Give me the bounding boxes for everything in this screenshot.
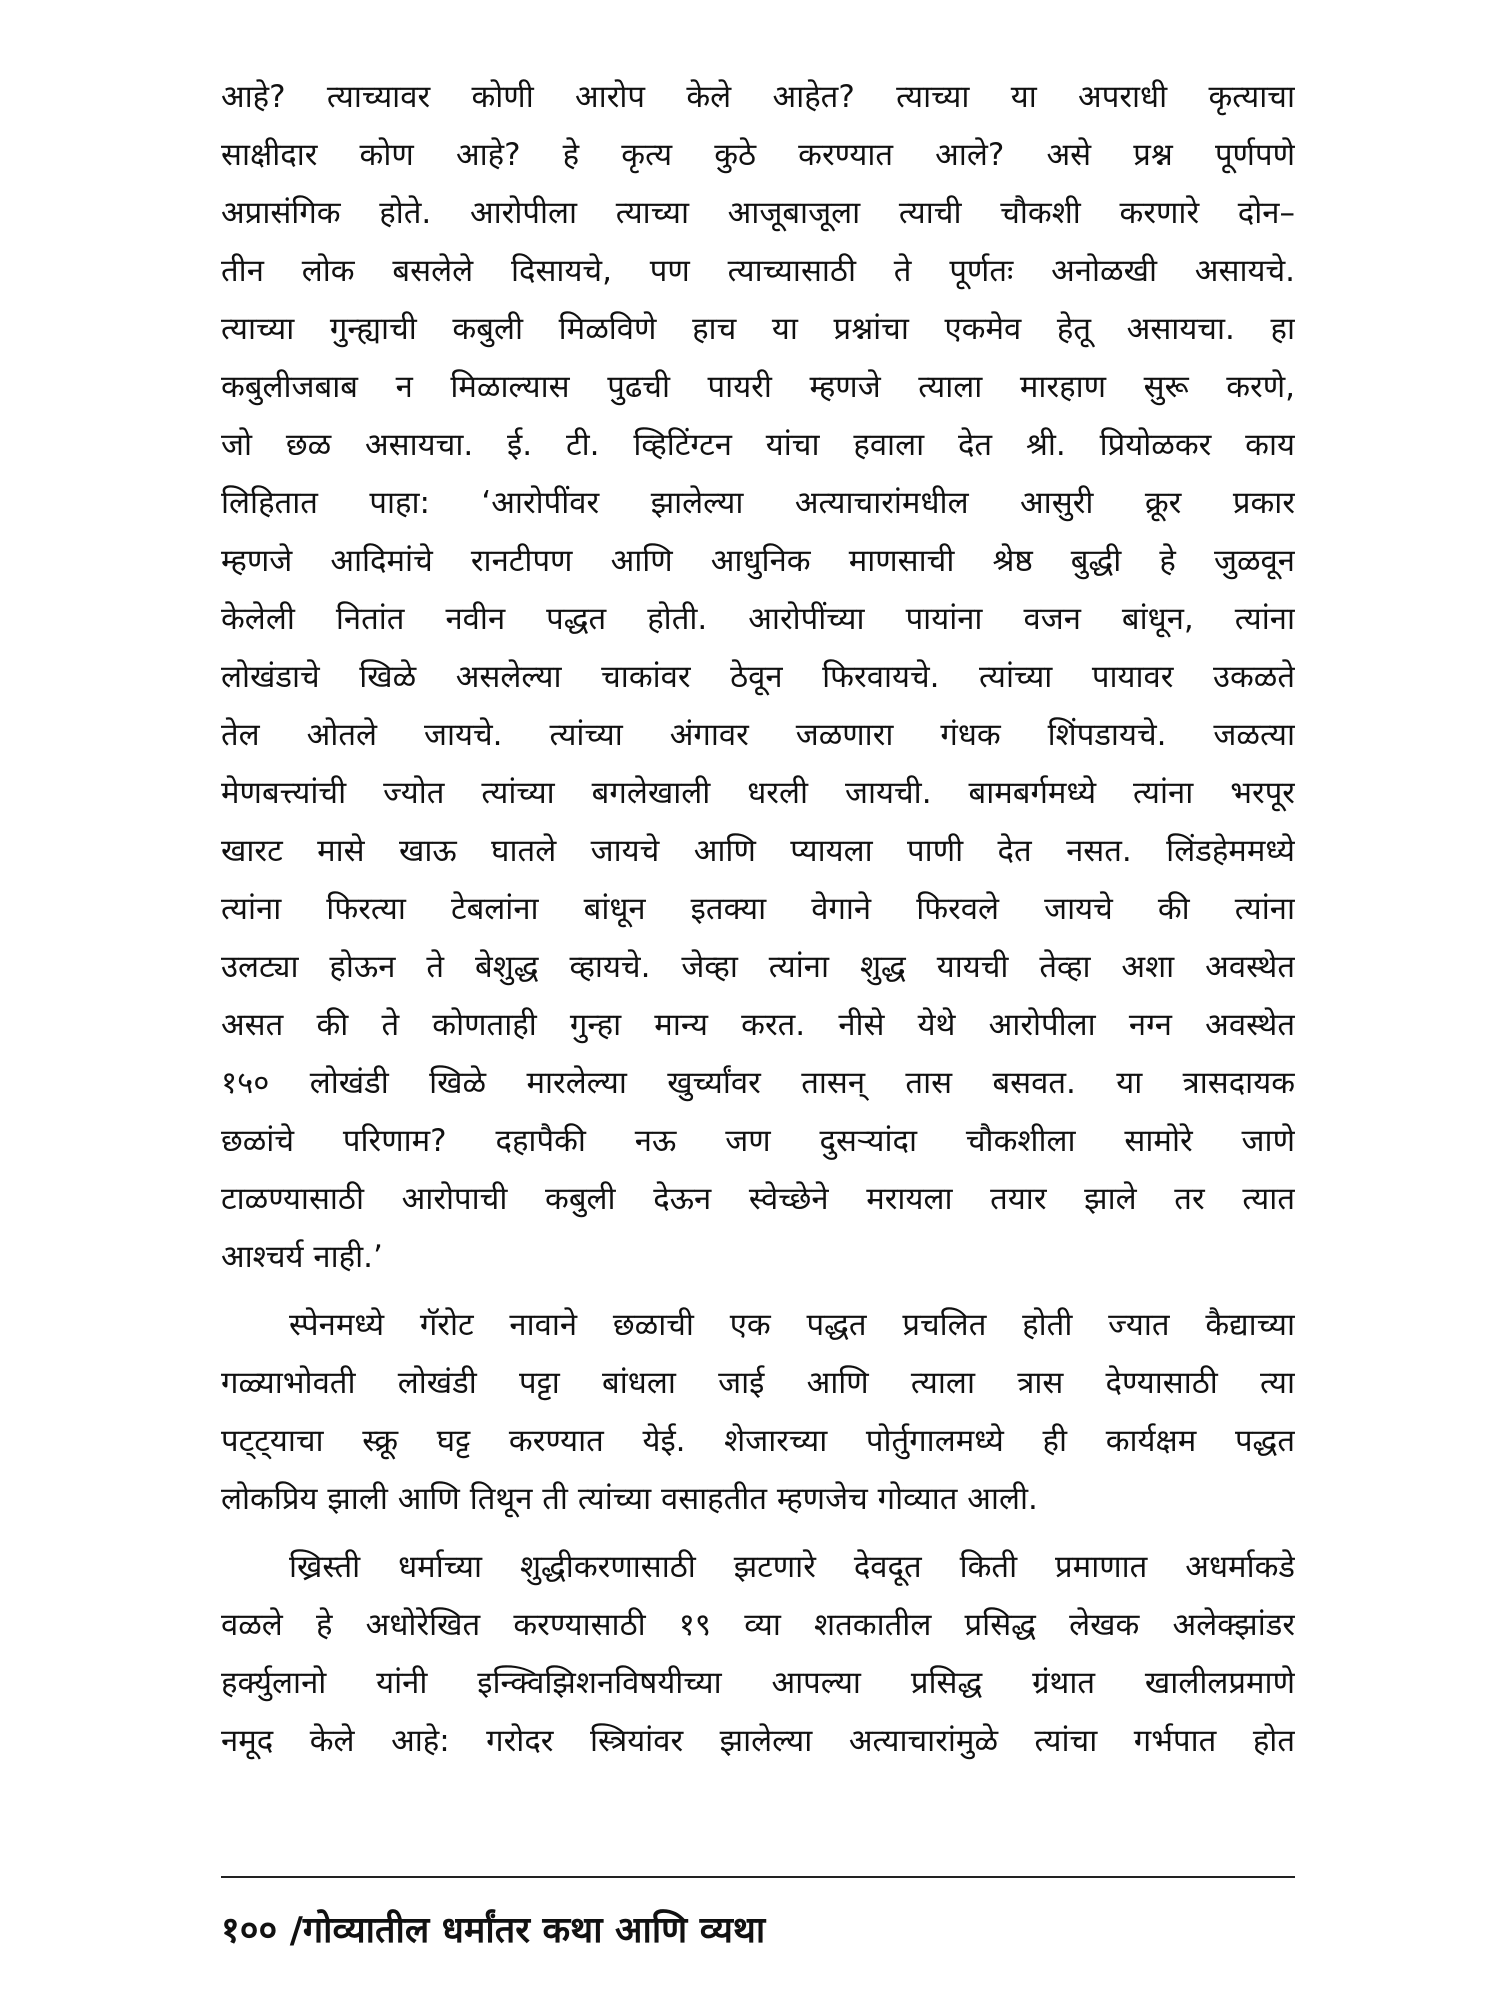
text-line: लोखंडाचे खिळे असलेल्या चाकांवर ठेवून फिरवायचे. त्यांच्या पायावर उकळते bbox=[221, 659, 1295, 695]
text-line: छळांचे परिणाम? दहापैकी नऊ जण दुसऱ्यांदा चौकशीला सामोरे जाणे bbox=[221, 1123, 1295, 1159]
text-line: केलेली नितांत नवीन पद्धत होती. आरोपींच्या पायांना वजन बांधून, त्यांना bbox=[221, 601, 1295, 637]
text-line: गळ्याभोवती लोखंडी पट्टा बांधला जाई आणि त्याला त्रास देण्यासाठी त्या bbox=[221, 1365, 1295, 1401]
paragraph bbox=[221, 1296, 1295, 1528]
text-line: वळले हे अधोरेखित करण्यासाठी १९ व्या शतकातील प्रसिद्ध लेखक अलेक्झांडर bbox=[221, 1607, 1295, 1643]
text-line: लोकप्रिय झाली आणि तिथून ती त्यांच्या वसाहतीत म्हणजेच गोव्यात आली. bbox=[221, 1481, 1038, 1517]
text-line: लिहितात पाहा: ‘आरोपींवर झालेल्या अत्याचारांमधील आसुरी क्रूर प्रकार bbox=[221, 485, 1295, 521]
text-line: मेणबत्त्यांची ज्योत त्यांच्या बगलेखाली धरली जायची. बामबर्गमध्ये त्यांना भरपूर bbox=[221, 775, 1295, 811]
text-line: स्पेनमध्ये गॅरोट नावाने छळाची एक पद्धत प्रचलित होती ज्यात कैद्याच्या bbox=[289, 1307, 1295, 1343]
page-number: १०० bbox=[221, 1910, 278, 1951]
text-line: साक्षीदार कोण आहे? हे कृत्य कुठे करण्यात आले? असे प्रश्न पूर्णपणे bbox=[221, 137, 1295, 173]
text-line: कबुलीजबाब न मिळाल्यास पुढची पायरी म्हणजे त्याला मारहाण सुरू करणे, bbox=[221, 369, 1295, 405]
text-line: तेल ओतले जायचे. त्यांच्या अंगावर जळणारा गंधक शिंपडायचे. जळत्या bbox=[221, 717, 1295, 753]
text-line: खारट मासे खाऊ घातले जायचे आणि प्यायला पाणी देत नसत. लिंडहेममध्ये bbox=[221, 833, 1295, 869]
text-line: म्हणजे आदिमांचे रानटीपण आणि आधुनिक माणसाची श्रेष्ठ बुद्धी हे जुळवून bbox=[221, 543, 1295, 579]
paragraph-gap bbox=[221, 1528, 1295, 1538]
text-line: आश्चर्य नाही.’ bbox=[221, 1239, 383, 1275]
text-line: आहे? त्याच्यावर कोणी आरोप केले आहेत? त्याच्या या अपराधी कृत्याचा bbox=[221, 79, 1295, 115]
paragraph bbox=[221, 68, 1295, 1286]
text-line: अप्रासंगिक होते. आरोपीला त्याच्या आजूबाजूला त्याची चौकशी करणारे दोन– bbox=[221, 195, 1295, 231]
text-line: त्याच्या गुन्ह्याची कबुली मिळविणे हाच या प्रश्नांचा एकमेव हेतू असायचा. हा bbox=[221, 311, 1295, 347]
text-line: १५० लोखंडी खिळे मारलेल्या खुर्च्यांवर तासन् तास बसवत. या त्रासदायक bbox=[221, 1065, 1295, 1101]
text-line: पट्ट्याचा स्क्रू घट्ट करण्यात येई. शेजारच्या पोर्तुगालमध्ये ही कार्यक्षम पद्धत bbox=[221, 1423, 1295, 1459]
text-line: टाळण्यासाठी आरोपाची कबुली देऊन स्वेच्छेने मरायला तयार झाले तर त्यात bbox=[221, 1181, 1295, 1217]
paragraph bbox=[221, 1538, 1295, 1770]
footer-divider bbox=[221, 1876, 1295, 1878]
paragraph-gap bbox=[221, 1286, 1295, 1296]
text-line: असत की ते कोणताही गुन्हा मान्य करत. नीसे येथे आरोपीला नग्न अवस्थेत bbox=[221, 1007, 1295, 1043]
book-title: गोव्यातील धर्मांतर कथा आणि व्यथा bbox=[302, 1910, 766, 1951]
text-line: हर्क्युलानो यांनी इन्क्विझिशनविषयीच्या आपल्या प्रसिद्ध ग्रंथात खालीलप्रमाणे bbox=[221, 1665, 1295, 1701]
text-line: नमूद केले आहे: गरोदर स्त्रियांवर झालेल्या अत्याचारांमुळे त्यांचा गर्भपात होत bbox=[221, 1723, 1295, 1759]
text-line: ख्रिस्ती धर्माच्या शुद्धीकरणासाठी झटणारे देवदूत किती प्रमाणात अधर्माकडे bbox=[289, 1549, 1295, 1585]
body-text bbox=[221, 68, 1295, 1770]
page-footer bbox=[221, 1906, 765, 1956]
text-line: त्यांना फिरत्या टेबलांना बांधून इतक्या वेगाने फिरवले जायचे की त्यांना bbox=[221, 891, 1295, 927]
footer-separator: / bbox=[289, 1910, 303, 1951]
text-line: उलट्या होऊन ते बेशुद्ध व्हायचे. जेव्हा त्यांना शुद्ध यायची तेव्हा अशा अवस्थेत bbox=[221, 949, 1295, 985]
text-line: जो छळ असायचा. ई. टी. व्हिटिंग्टन यांचा हवाला देत श्री. प्रियोळकर काय bbox=[221, 427, 1295, 463]
text-line: तीन लोक बसलेले दिसायचे, पण त्याच्यासाठी ते पूर्णतः अनोळखी असायचे. bbox=[221, 253, 1295, 289]
